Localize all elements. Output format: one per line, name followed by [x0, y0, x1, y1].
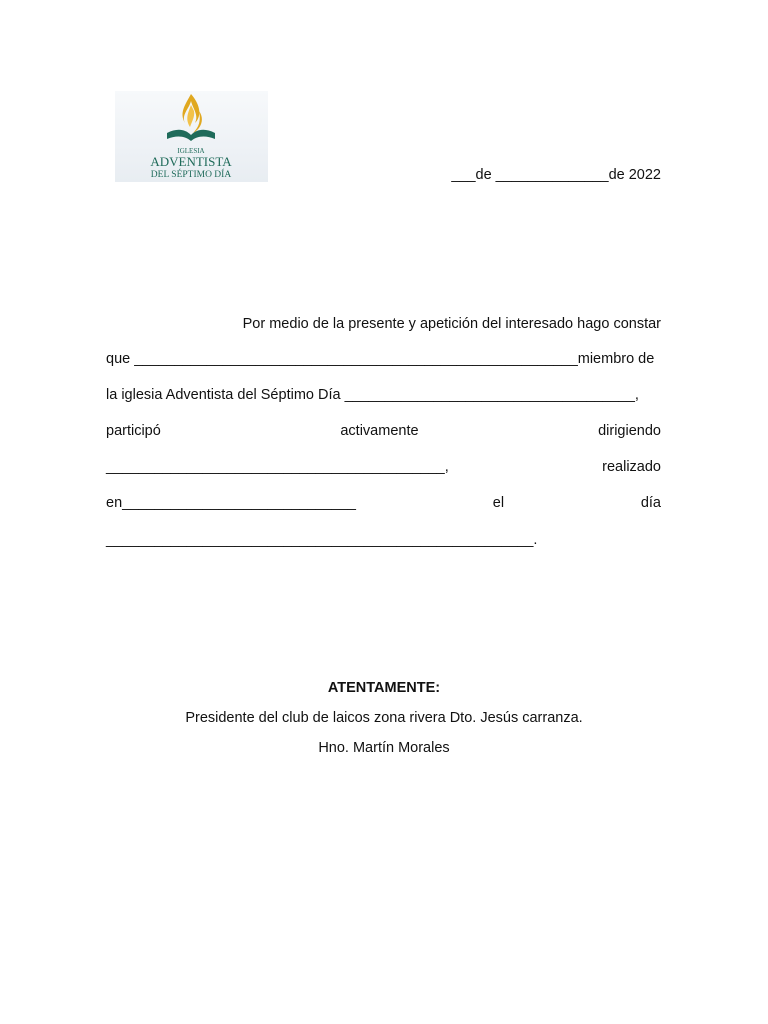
president-title: Presidente del club de laicos zona rivera Dto. Jesús carranza. — [185, 710, 583, 726]
signer-name: Hno. Martín Morales — [318, 740, 450, 756]
location-blank: en_____________________________ — [106, 495, 356, 511]
word-realizado: realizado — [602, 459, 661, 475]
church-line: la iglesia Adventista del Séptimo Día ____________________________________, — [106, 387, 639, 403]
date-blank-line: _____________________________________________________. — [106, 532, 538, 548]
participation-line — [106, 423, 661, 439]
date-line: ___de ______________de 2022 — [451, 167, 661, 183]
church-logo — [115, 91, 268, 182]
word-activamente: activamente — [340, 423, 419, 439]
word-dirigiendo: dirigiendo — [598, 423, 661, 439]
activity-blank: __________________________________________, — [106, 459, 449, 475]
svg-text:ADVENTISTA: ADVENTISTA — [150, 154, 232, 169]
location-line — [106, 495, 661, 511]
member-line: que _______________________________________________________miembro de — [106, 351, 655, 367]
flame-bible-icon — [115, 91, 268, 182]
word-dia: día — [640, 495, 661, 511]
word-el: el — [492, 495, 505, 511]
closing-heading: ATENTAMENTE: — [327, 680, 441, 696]
svg-text:DEL SÉPTIMO DÍA: DEL SÉPTIMO DÍA — [150, 170, 232, 180]
activity-line — [106, 459, 661, 475]
svg-text:IGLESIA: IGLESIA — [177, 147, 205, 155]
intro-text: Por medio de la presente y apetición del interesado hago constar — [242, 316, 661, 332]
word-participo: participó — [106, 423, 161, 439]
